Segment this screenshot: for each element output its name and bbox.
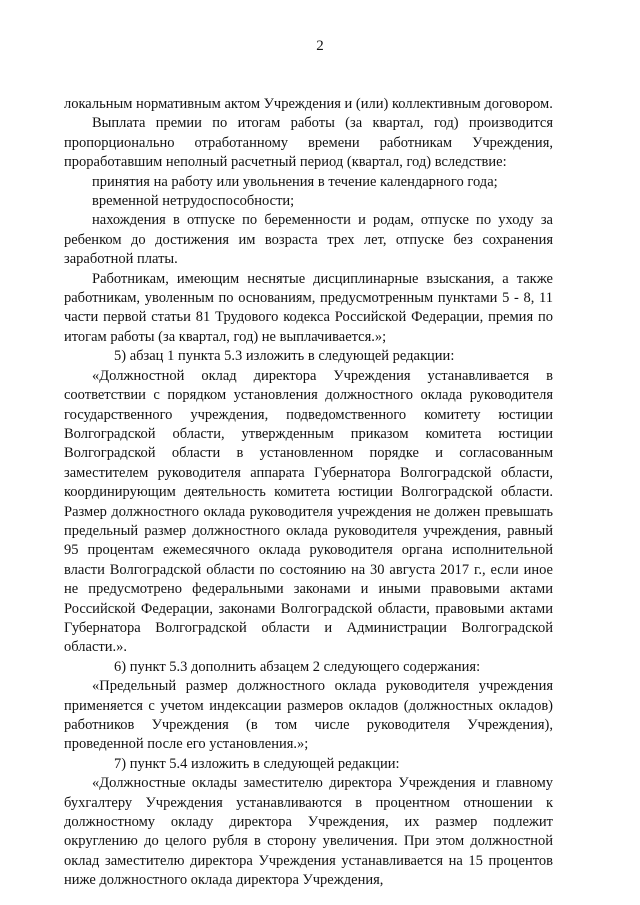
- paragraph-1: локальным нормативным актом Учреждения и (или) коллективным договором.: [64, 96, 553, 112]
- paragraph-4: временной нетрудоспособности;: [92, 193, 295, 210]
- paragraph-11: 7) пункт 5.4 изложить в следующей редакции:: [114, 755, 400, 772]
- paragraph-3: принятия на работу или увольнения в течение календарного года;: [92, 173, 498, 190]
- paragraph-10: «Предельный размер должностного оклада руководителя учреждения применяется с учетом индексации размеров окладов (должностных окладов) работников Учреждения (в том числе руководителя Учреждения), проведенной после его установления.»;: [64, 678, 553, 753]
- paragraph-5: нахождения в отпуске по беременности и родам, отпуске по уходу за ребенком до достижения им возраста трех лет, отпуске без сохранения заработной платы.: [64, 212, 553, 268]
- page-number: 2: [316, 38, 324, 54]
- paragraph-6: Работникам, имеющим неснятые дисциплинарные взыскания, а также работникам, уволенным по основаниям, предусмотренным пунктами 5 - 8, 11 части первой статьи 81 Трудового кодекса Российской Федерации, премия по итогам работы (за квартал, год) не выплачивается.»;: [64, 270, 553, 345]
- paragraph-7: 5) абзац 1 пункта 5.3 изложить в следующей редакции:: [114, 348, 455, 365]
- paragraph-2: Выплата премии по итогам работы (за квартал, год) производится пропорционально отработанному времени работникам Учреждения, проработавшим неполный расчетный период (квартал, год) вследствие:: [64, 115, 553, 171]
- paragraph-8: «Должностной оклад директора Учреждения устанавливается в соответствии с порядком установления должностного оклада руководителя государственного учреждения, подведомственного комитету юстиции Волгоградской области, утвержденным приказом комитета юстиции Волгоградской области в установленном порядке и согласованным заместителем руководителя аппарата Губернатора Волгоградской области, координирующим деятельность комитета юстиции Волгоградской области. Размер должностного оклада руководителя учреждения не должен превышать предельный размер должностного оклада руководителя учреждения, равный 95 процентам ежемесячного оклада руководителя органа исполнительной власти Волгоградской области по состоянию на 30 августа 2017 г., если иное не предусмотрено федеральными законами и иными правовыми актами Российской Федерации, законами Волгоградской области, правовыми актами Губернатора Волгоградской области и Администрации Волгоградской области.».: [64, 367, 553, 656]
- paragraph-9: 6) пункт 5.3 дополнить абзацем 2 следующего содержания:: [114, 658, 481, 675]
- paragraph-12: «Должностные оклады заместителю директора Учреждения и главному бухгалтеру Учреждения устанавливаются в процентном отношении к должностному окладу директора Учреждения, их размер подлежит округлению до целого рубля в сторону увеличения. При этом должностной оклад заместителю директора Учреждения устанавливается на 15 процентов ниже должностного оклада директора Учреждения,: [64, 775, 553, 889]
- document-body: [64, 95, 553, 891]
